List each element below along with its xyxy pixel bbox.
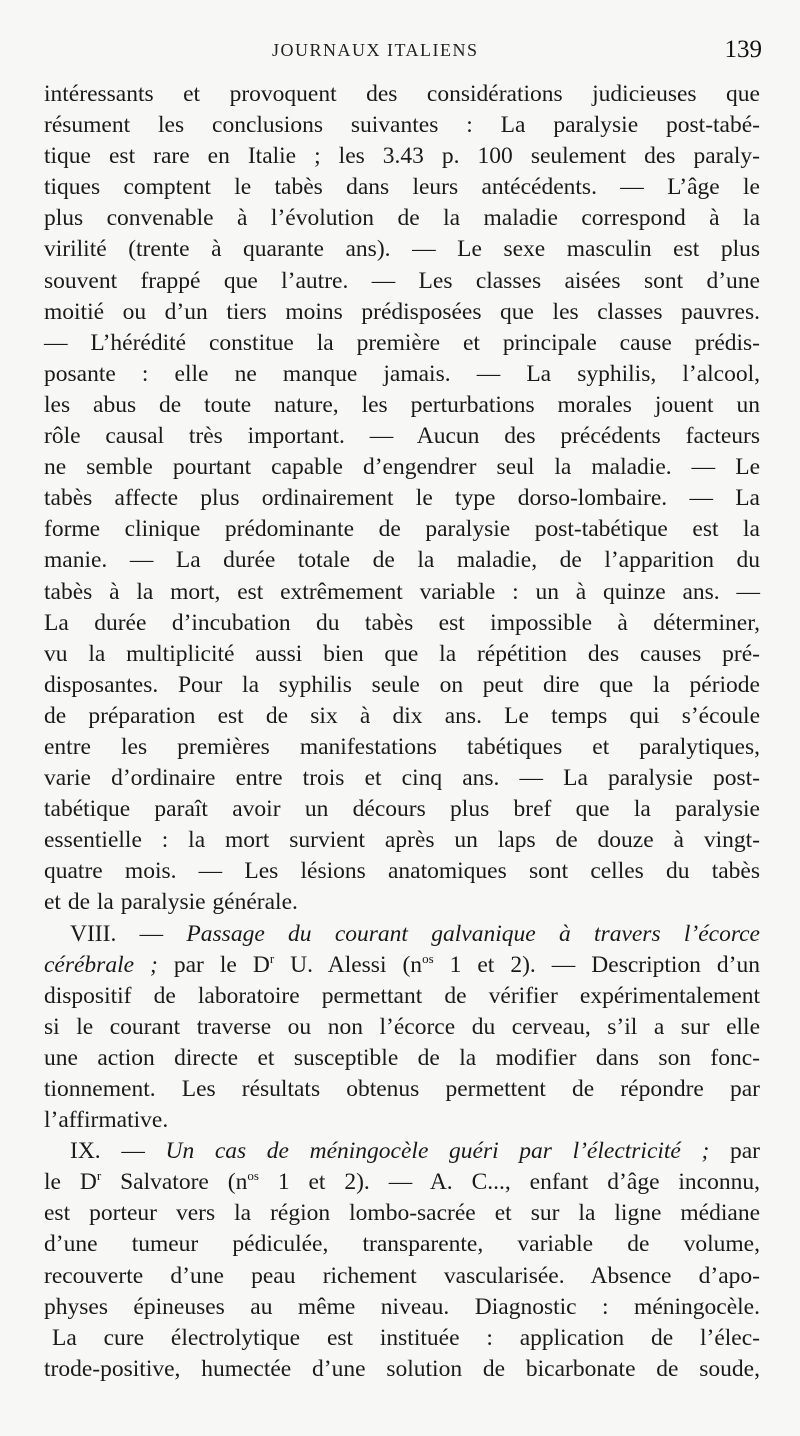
text-segment: d’une tumeur pédiculée, transparente, variable de volume, — [44, 1231, 760, 1258]
text-line — [44, 79, 760, 110]
text-segment: le D — [44, 1169, 97, 1196]
text-segment: par le D — [157, 951, 270, 978]
text-segment: entre les premières manifestations tabétiques et paralytiques, — [44, 733, 760, 760]
text-segment: IX. — — [70, 1138, 166, 1165]
text-segment: La durée d’incubation du tabès est impossible à déterminer, — [44, 609, 760, 636]
text-segment: varie d’ordinaire entre trois et cinq ans. — La paralysie post- — [44, 765, 760, 792]
text-line — [44, 110, 760, 141]
text-line — [44, 483, 760, 514]
text-segment: 1 et 2). — A. C..., enfant d’âge inconnu, — [258, 1169, 760, 1196]
text-segment: Salvatore (n — [101, 1169, 248, 1196]
running-title: JOURNAUX ITALIENS — [272, 40, 479, 60]
text-line — [44, 577, 760, 608]
text-segment: l’affirmative. — [44, 1107, 169, 1134]
text-segment: de préparation est de six à dix ans. Le temps qui s’écoule — [44, 702, 760, 729]
text-segment: U. Alessi (n — [274, 951, 423, 978]
superscript: os — [247, 1168, 259, 1184]
text-line — [44, 1229, 760, 1260]
text-segment: vu la multiplicité aussi bien que la répétition des causes pré- — [44, 640, 760, 667]
text-segment: quatre mois. — Les lésions anatomiques sont celles du tabès — [44, 858, 760, 885]
text-line — [44, 1198, 760, 1229]
text-line — [44, 701, 760, 732]
text-line — [44, 297, 760, 328]
text-line — [44, 856, 760, 887]
text-line — [44, 203, 760, 234]
text-line — [44, 141, 760, 172]
text-line — [44, 1292, 760, 1323]
text-segment: tiques comptent le tabès dans leurs antécédents. — L’âge le — [44, 174, 760, 201]
text-line — [44, 794, 760, 825]
text-line — [44, 172, 760, 203]
text-segment: moitié ou d’un tiers moins prédisposées que les classes pauvres. — [44, 298, 760, 325]
page-number: 139 — [724, 36, 762, 63]
body-text — [44, 79, 760, 1385]
text-segment: est porteur vers la région lombo-sacrée et sur la ligne médiane — [44, 1200, 760, 1227]
superscript: r — [96, 1168, 102, 1184]
text-segment: tabès à la mort, est extrêmement variable : un à quinze ans. — — [44, 578, 760, 605]
text-line — [44, 981, 760, 1012]
text-line — [44, 950, 760, 981]
text-segment: virilité (trente à quarante ans). — Le sexe masculin est plus — [44, 236, 760, 263]
text-segment: La cure électrolytique est instituée : application de l’élec- — [52, 1324, 760, 1351]
text-segment: par — [709, 1138, 760, 1165]
text-segment: si le courant traverse ou non l’écorce du cerveau, s’il a sur elle — [44, 1013, 760, 1040]
superscript: r — [269, 950, 275, 966]
text-line — [44, 1136, 760, 1167]
text-line — [44, 452, 760, 483]
text-line — [44, 328, 760, 359]
text-segment: VIII. — — [70, 920, 187, 947]
text-segment: tabétique paraît avoir un décours plus bref que la paralysie — [44, 796, 760, 823]
italic-text: Un cas de méningocèle guéri par l’électricité ; — [165, 1138, 710, 1165]
text-segment: et de la paralysie générale. — [44, 889, 298, 916]
text-segment: manie. — La durée totale de la maladie, de l’apparition du — [44, 547, 760, 574]
text-line — [44, 1043, 760, 1074]
text-segment: les abus de toute nature, les perturbations morales jouent un — [44, 391, 760, 418]
text-segment: plus convenable à l’évolution de la maladie correspond à la — [44, 205, 760, 232]
text-segment: tique est rare en Italie ; les 3.43 p. 100 seulement des paraly- — [44, 143, 760, 170]
text-line — [44, 1012, 760, 1043]
text-line — [44, 670, 760, 701]
text-line — [44, 639, 760, 670]
text-segment: posante : elle ne manque jamais. — La syphilis, l’alcool, — [44, 360, 760, 387]
text-line — [44, 1105, 760, 1136]
italic-text: Passage du courant galvanique à travers l’écorce — [186, 920, 760, 947]
text-line — [44, 919, 760, 950]
text-line — [44, 1167, 760, 1198]
text-segment: rôle causal très important. — Aucun des précédents facteurs — [44, 423, 760, 450]
text-segment: essentielle : la mort survient après un laps de douze à vingt- — [44, 827, 760, 854]
text-segment: recouverte d’une peau richement vascularisée. Absence d’apo- — [44, 1262, 760, 1289]
text-segment: tionnement. Les résultats obtenus permettent de répondre par — [44, 1076, 760, 1102]
text-segment: souvent frappé que l’autre. — Les classes aisées sont d’une — [44, 267, 760, 294]
text-line — [44, 732, 760, 763]
text-segment: — L’hérédité constitue la première et principale cause prédis- — [44, 329, 760, 356]
text-line — [44, 608, 760, 639]
italic-text: cérébrale ; — [44, 951, 158, 978]
text-line — [44, 1354, 760, 1385]
text-segment: tabès affecte plus ordinairement le type dorso-lombaire. — La — [44, 485, 760, 512]
text-segment: dispositif de laboratoire permettant de vérifier expérimentalement — [44, 982, 760, 1009]
text-line — [44, 763, 760, 794]
text-line — [44, 825, 760, 856]
text-line — [44, 390, 760, 421]
text-segment: trode-positive, humectée d’une solution de bicarbonate de soude, — [44, 1355, 760, 1382]
text-segment: disposantes. Pour la syphilis seule on peut dire que la période — [44, 671, 760, 698]
text-line — [44, 1074, 760, 1105]
text-segment: une action directe et susceptible de la modifier dans son fonc- — [44, 1044, 760, 1071]
text-line — [44, 1261, 760, 1292]
text-line — [44, 514, 760, 545]
text-segment: forme clinique prédominante de paralysie post-tabétique est la — [44, 516, 760, 543]
text-line — [44, 421, 760, 452]
text-segment: résument les conclusions suivantes : La paralysie post-tabé- — [44, 112, 760, 139]
text-line — [44, 887, 760, 918]
superscript: os — [422, 950, 434, 966]
text-line — [44, 545, 760, 576]
text-segment: intéressants et provoquent des considérations judicieuses que — [44, 81, 760, 107]
text-segment: ne semble pourtant capable d’engendrer seul la maladie. — Le — [44, 454, 760, 481]
page-header — [44, 36, 762, 66]
text-line — [44, 234, 760, 265]
text-line — [44, 1323, 760, 1354]
text-line — [44, 359, 760, 390]
text-segment: 1 et 2). — Description d’un — [433, 951, 761, 978]
text-line — [44, 266, 760, 297]
text-segment: physes épineuses au même niveau. Diagnostic : méningocèle. — [44, 1293, 760, 1320]
